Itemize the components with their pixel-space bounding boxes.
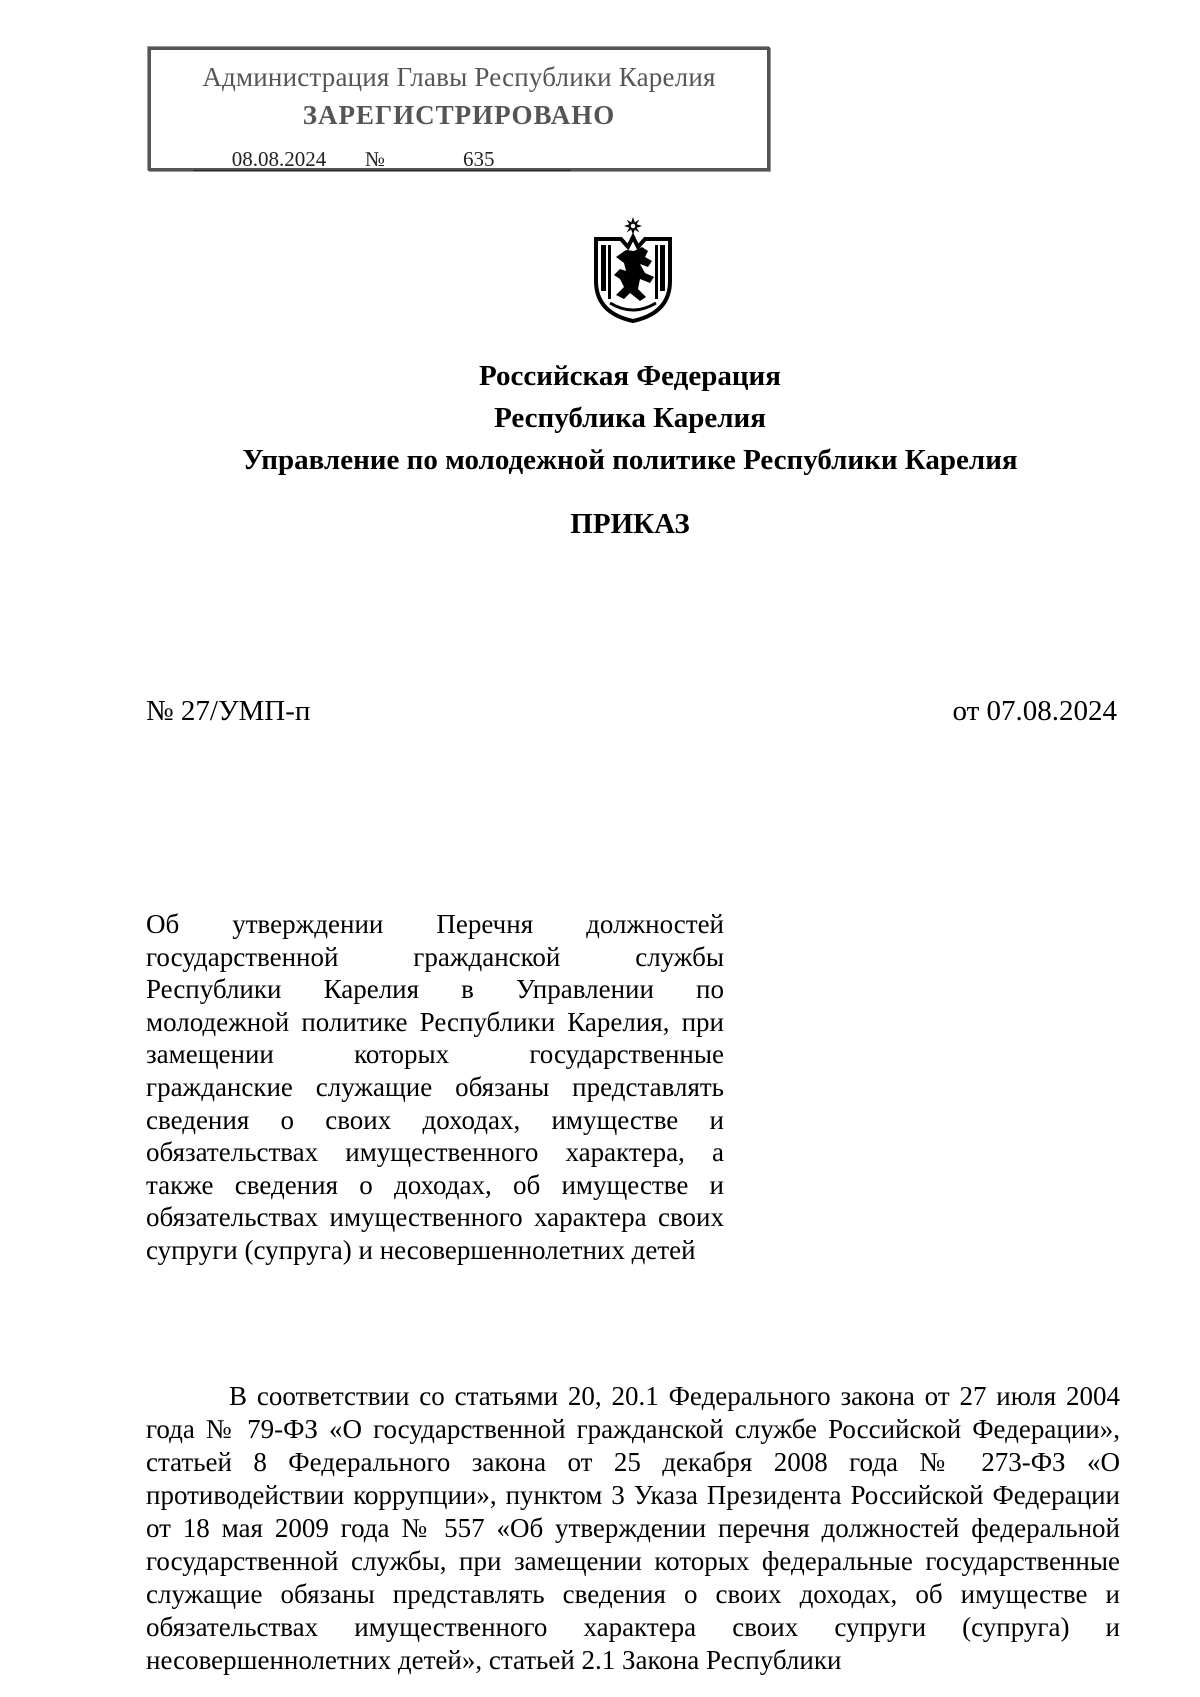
header-republic: Республика Карелия [494, 402, 766, 434]
karelia-coat-of-arms-icon [590, 217, 676, 323]
order-subject: Об утверждении Перечня должностей государственной гражданской службы Республики Карелия в Управлении по молодежной политике Республики Карелия, при замещении которых государственные гражданские служащие обязаны представлять сведения о своих доходах, имуществе и обязательствах имущественного характера, а также сведения о доходах, об имуществе и обязательствах имущественного характера своих супруги (супруга) и несовершеннолетних детей [146, 909, 724, 1265]
order-date: от 07.08.2024 [952, 695, 1117, 727]
header-country: Российская Федерация [479, 360, 781, 392]
order-number: № 27/УМП-п [146, 695, 311, 727]
header-agency: Управление по молодежной политике Республики Карелия [242, 444, 1018, 476]
document-type: ПРИКАЗ [570, 508, 690, 540]
registration-stamp [148, 47, 770, 171]
stamp-number-sign: № [365, 148, 393, 171]
stamp-date: 08.08.2024 [193, 148, 365, 171]
stamp-status: ЗАРЕГИСТРИРОВАНО [302, 100, 616, 130]
stamp-organization: Администрация Главы Республики Карелия [202, 62, 716, 92]
stamp-number: 635 [393, 148, 571, 171]
stamp-registration-line [193, 147, 571, 172]
order-body-paragraph: В соответствии со статьями 20, 20.1 Федерального закона от 27 июля 2004 года № 79-ФЗ «О государственной гражданской службе Российской Федерации», статьей 8 Федерального закона от 25 декабря 2008 года № 273-ФЗ «О противодействии коррупции», пунктом 3 Указа Президента Российской Федерации от 18 мая 2009 года № 557 «Об утверждении перечня должностей федеральной государственной службы, при замещении которых федеральные государственные служащие обязаны представлять сведения о своих доходах, об имуществе и обязательствах имущественного характера своих супруги (супруга) и несовершеннолетних детей», статьей 2.1 Закона Республики [146, 1381, 1120, 1675]
